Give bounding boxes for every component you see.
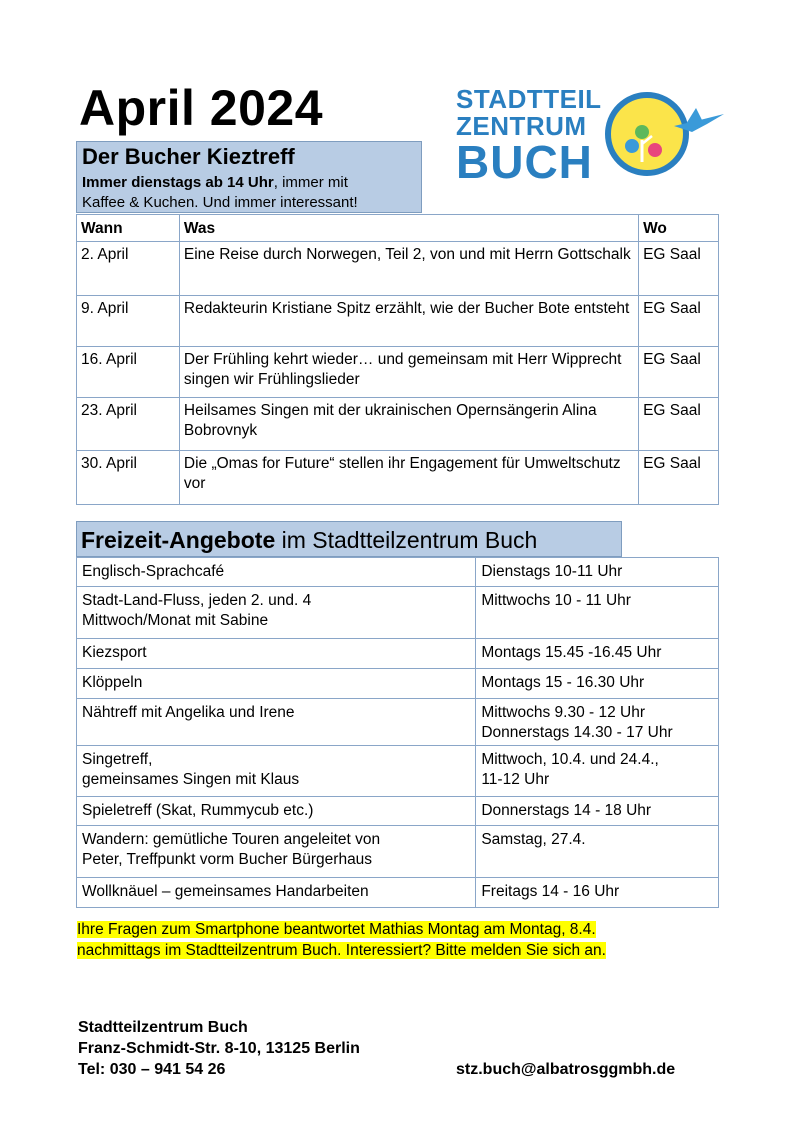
- activity-name: Spieletreff (Skat, Rummycub etc.): [77, 797, 476, 826]
- activity-time: Montags 15.45 -16.45 Uhr: [476, 639, 719, 669]
- event-description: Der Frühling kehrt wieder… und gemeinsam mit Herr Wipprecht singen wir Frühlingslieder: [179, 347, 638, 398]
- activity-time: Mittwoch, 10.4. und 24.4., 11-12 Uhr: [476, 746, 719, 797]
- table-row: [77, 347, 719, 398]
- table-row: [77, 242, 719, 296]
- table-row: [77, 587, 719, 639]
- event-location: EG Saal: [639, 296, 719, 347]
- table-row: [77, 699, 719, 746]
- activity-time: Mittwochs 10 - 11 Uhr: [476, 587, 719, 639]
- activity-name: Wandern: gemütliche Touren angeleitet von Peter, Treffpunkt vorm Bucher Bürgerhaus: [77, 826, 476, 878]
- kieztreff-header: [76, 141, 422, 213]
- freizeit-title-rest: im Stadtteilzentrum Buch: [275, 527, 538, 553]
- event-location: EG Saal: [639, 398, 719, 451]
- page-title: April 2024: [79, 80, 324, 136]
- logo-emblem-icon: [452, 84, 732, 188]
- event-description: Eine Reise durch Norwegen, Teil 2, von und mit Herrn Gottschalk: [179, 242, 638, 296]
- activity-name: Singetreff, gemeinsames Singen mit Klaus: [77, 746, 476, 797]
- notice-line2: nachmittags im Stadtteilzentrum Buch. Interessiert? Bitte melden Sie sich an.: [77, 942, 606, 959]
- footer-email: stz.buch@albatrosggmbh.de: [456, 1061, 676, 1078]
- activity-time: Dienstags 10-11 Uhr: [476, 558, 719, 587]
- footer-tel: Tel: 030 – 941 54 26: [78, 1061, 226, 1078]
- event-location: EG Saal: [639, 347, 719, 398]
- event-date: 23. April: [77, 398, 180, 451]
- event-location: EG Saal: [639, 451, 719, 505]
- activity-time: Donnerstags 14 - 18 Uhr: [476, 797, 719, 826]
- event-description: Heilsames Singen mit der ukrainischen Opernsängerin Alina Bobrovnyk: [179, 398, 638, 451]
- table-row: [77, 558, 719, 587]
- event-date: 9. April: [77, 296, 180, 347]
- event-description: Die „Omas for Future“ stellen ihr Engagement für Umweltschutz vor: [179, 451, 638, 505]
- column-header-wann: Wann: [77, 215, 180, 242]
- table-row: [77, 398, 719, 451]
- activity-name: Kiezsport: [77, 639, 476, 669]
- column-header-wo: Wo: [639, 215, 719, 242]
- logo-line2: ZENTRUM: [456, 111, 587, 141]
- logo-line3: BUCH: [456, 136, 593, 188]
- event-location: EG Saal: [639, 242, 719, 296]
- footer-name: Stadtteilzentrum Buch: [78, 1019, 248, 1036]
- kieztreff-schedule: Immer dienstags ab 14 Uhr: [82, 174, 274, 191]
- kieztreff-title: Der Bucher Kieztreff: [82, 144, 295, 169]
- activity-time: Freitags 14 - 16 Uhr: [476, 878, 719, 908]
- table-header-row: [77, 215, 719, 242]
- activity-name: Englisch-Sprachcafé: [77, 558, 476, 587]
- logo-line1: STADTTEIL: [456, 84, 602, 114]
- table-row: [77, 296, 719, 347]
- kieztreff-table: [76, 214, 719, 505]
- column-header-was: Was: [179, 215, 638, 242]
- freizeit-header: [76, 521, 622, 557]
- freizeit-title-bold: Freizeit-Angebote: [81, 527, 276, 553]
- activity-time: Mittwochs 9.30 - 12 Uhr Donnerstags 14.30 - 17 Uhr: [476, 699, 719, 746]
- activity-name: Nähtreff mit Angelika und Irene: [77, 699, 476, 746]
- event-date: 2. April: [77, 242, 180, 296]
- smartphone-notice: [77, 919, 606, 961]
- event-description: Redakteurin Kristiane Spitz erzählt, wie der Bucher Bote entsteht: [179, 296, 638, 347]
- table-row: [77, 639, 719, 669]
- activity-name: Klöppeln: [77, 669, 476, 699]
- event-date: 16. April: [77, 347, 180, 398]
- table-row: [77, 878, 719, 908]
- table-row: [77, 746, 719, 797]
- table-row: [77, 797, 719, 826]
- kieztreff-subtitle: [82, 173, 422, 213]
- footer-street: Franz-Schmidt-Str. 8-10, 13125 Berlin: [78, 1040, 360, 1057]
- activity-name: Stadt-Land-Fluss, jeden 2. und. 4 Mittwoch/Monat mit Sabine: [77, 587, 476, 639]
- activity-name: Wollknäuel – gemeinsames Handarbeiten: [77, 878, 476, 908]
- kieztreff-sub-line2: Kaffee & Kuchen. Und immer interessant!: [82, 194, 358, 211]
- table-row: [77, 451, 719, 505]
- footer-address: [78, 1017, 360, 1080]
- table-row: [77, 669, 719, 699]
- kieztreff-sub-rest: , immer mit: [273, 174, 348, 191]
- activity-time: Samstag, 27.4.: [476, 826, 719, 878]
- activity-time: Montags 15 - 16.30 Uhr: [476, 669, 719, 699]
- freizeit-table: [76, 557, 719, 908]
- event-date: 30. April: [77, 451, 180, 505]
- notice-line1: Ihre Fragen zum Smartphone beantwortet Mathias Montag am Montag, 8.4.: [77, 921, 596, 938]
- freizeit-title: [81, 527, 537, 553]
- table-row: [77, 826, 719, 878]
- stadtteilzentrum-logo: [452, 84, 732, 188]
